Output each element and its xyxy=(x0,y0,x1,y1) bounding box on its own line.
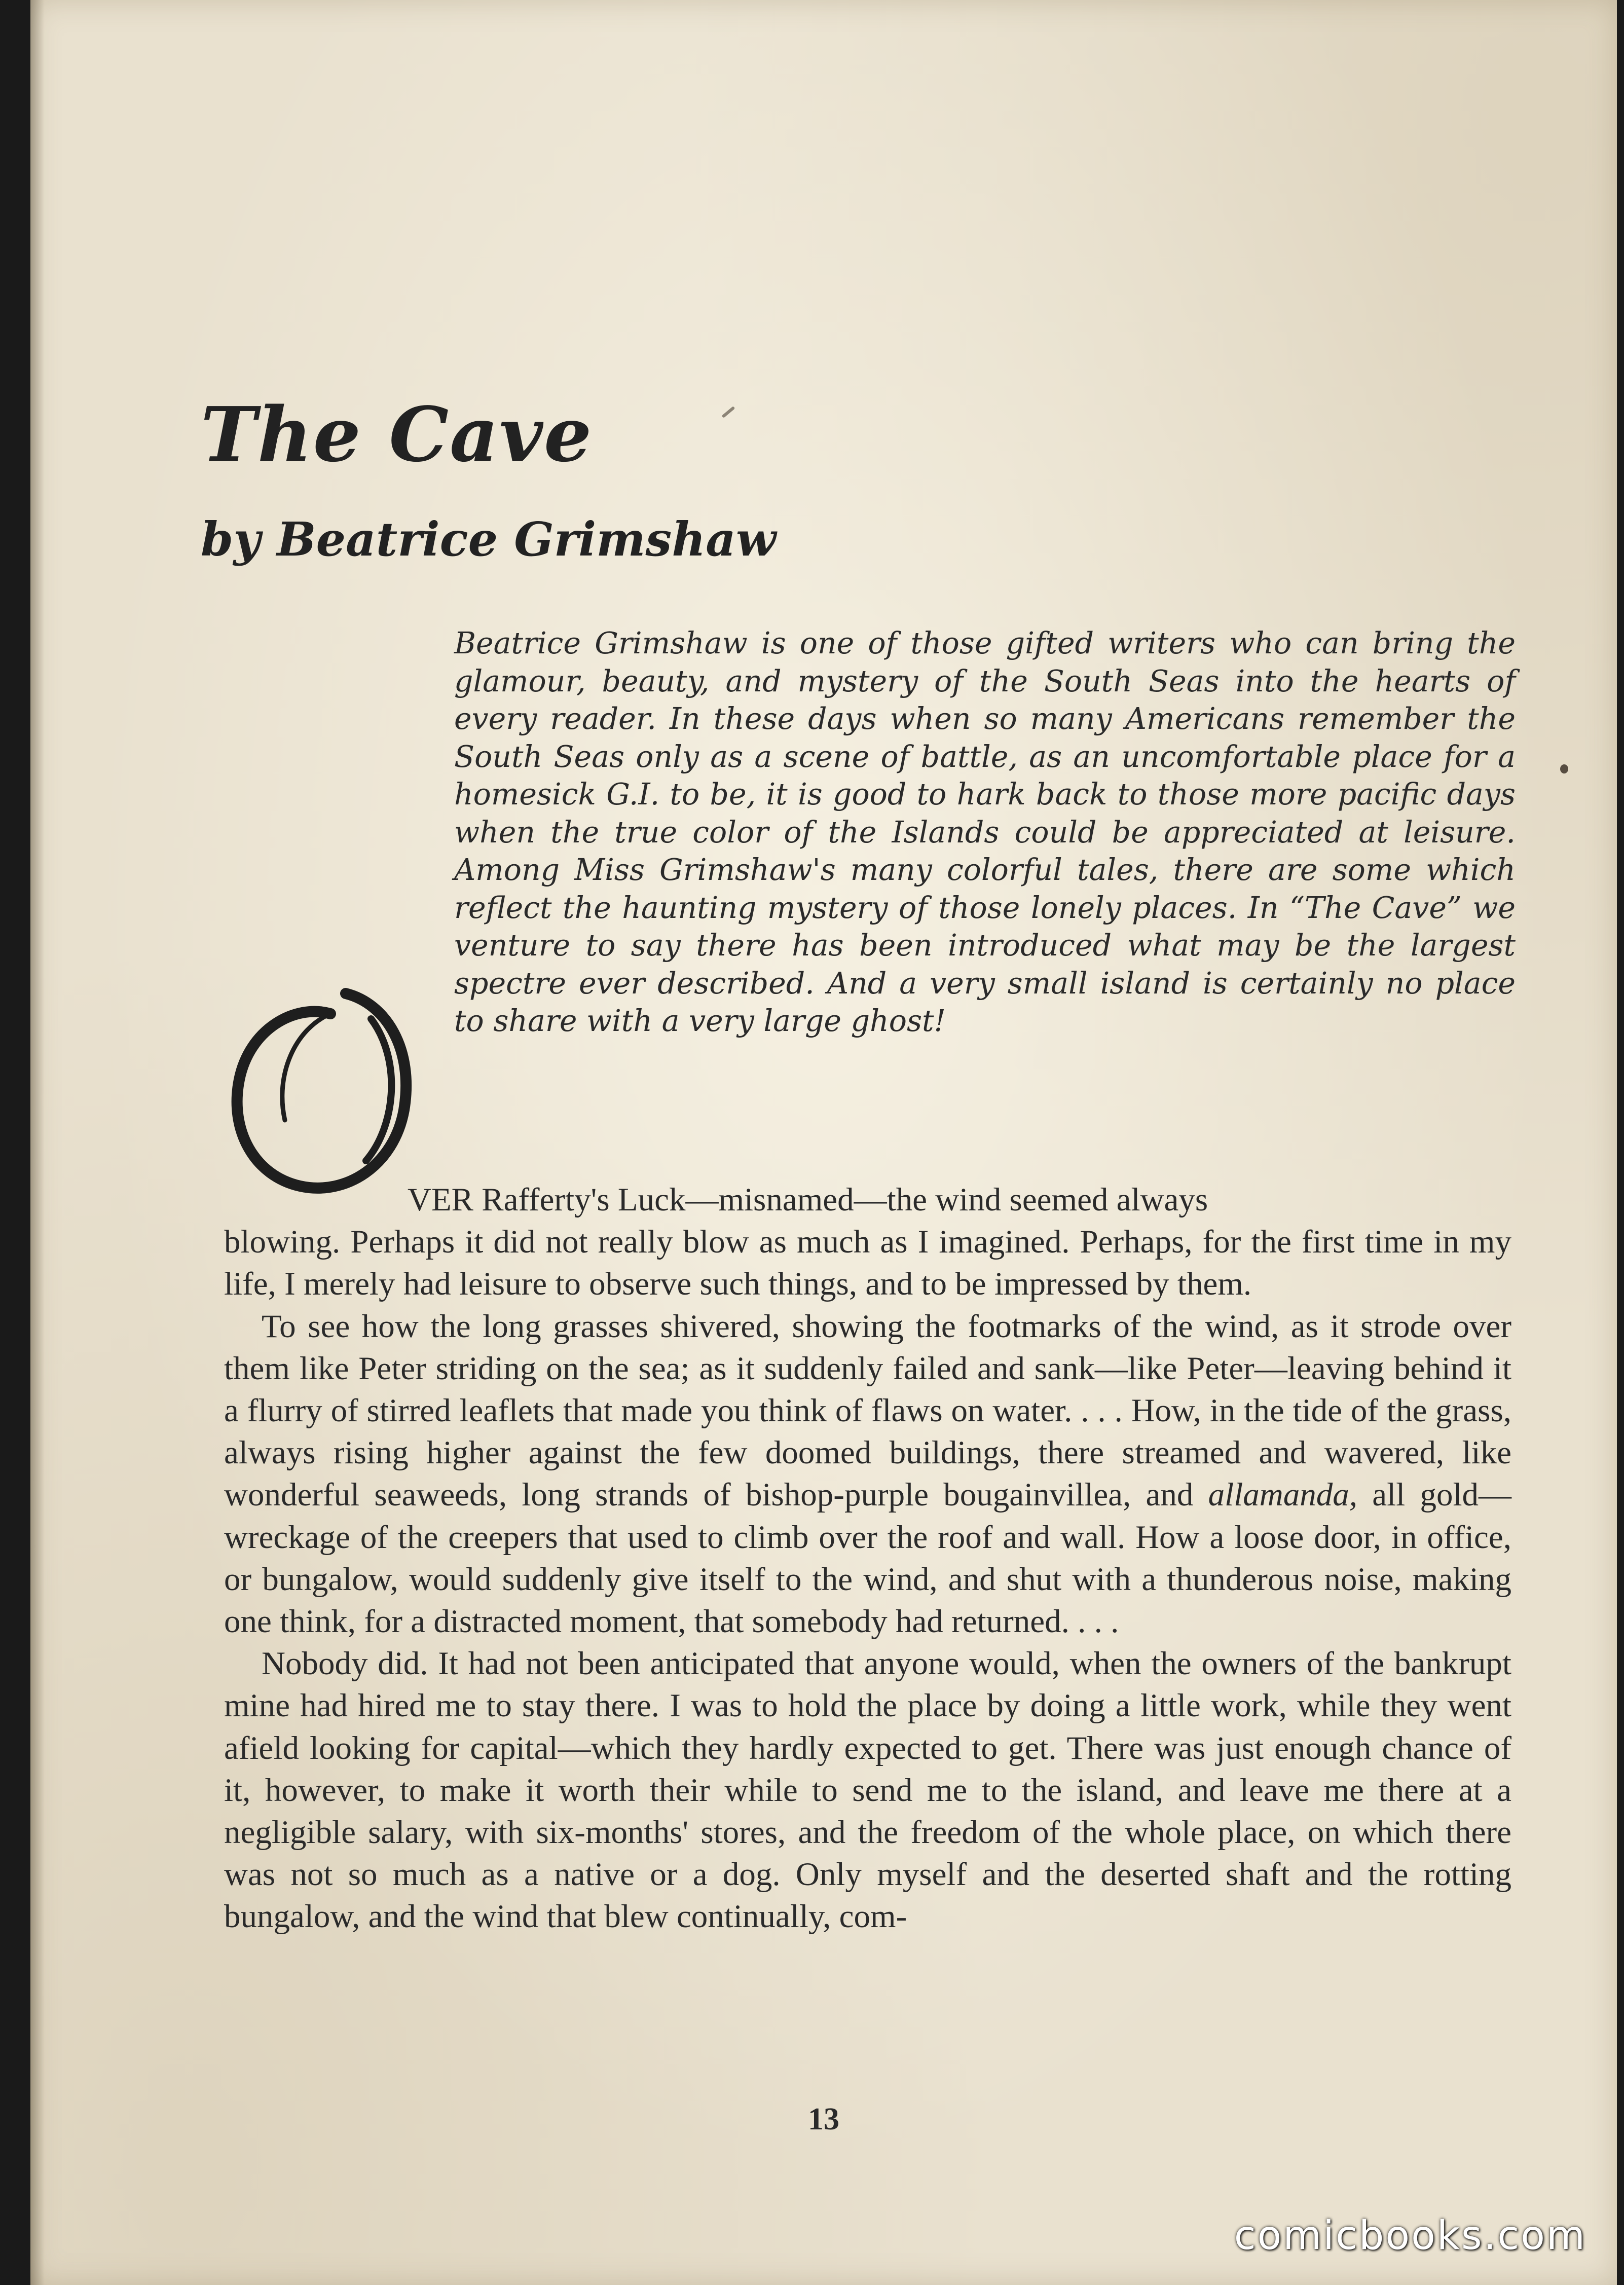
ink-speck xyxy=(1560,764,1568,773)
paragraph-2-text-b: all gold—wreckage of the creepers that used to climb over the roof and wall. How a loose door, in office, or bungalow, would suddenly give itself to the wind, and shut with a thunderous noise, making one think, for a distracted moment, that somebody had returned. . . . xyxy=(224,1477,1512,1640)
paragraph-1-lead: VER Rafferty's Luck—misnamed—the wind seemed always xyxy=(408,1182,1208,1218)
watermark: comicbooks.com xyxy=(1234,2213,1586,2259)
paragraph-2-text-a: To see how the long grasses shivered, showing the footmarks of the wind, as it strode over them like Peter striding on the sea; as it suddenly failed and sank—like Peter—leaving behind it a flurry of stirred leaflets that made you think of flaws on water. . . . How, in the tide of the grass, always rising higher against the few doomed buildings, there streamed and wavered, like wonderful seaweeds, long strands of bishop-purple bougainvillea, and xyxy=(224,1308,1511,1514)
story-introduction: Beatrice Grimshaw is one of those gifted writers who can bring the glamour, beauty, and mystery of the South Seas into the hearts of every reader. In these days when so many Americans remember the South Seas only as a scene of battle, as an uncomfortable place for a homesick G.I. to be, it is good to hark back to those more pacific days when the true color of the Islands could be appreciated at leisure. Among Miss Grimshaw's many colorful tales, there are some which reflect the haunting mystery of those lonely places. In “The Cave” we venture to say there has been introduced what may be the largest spectre ever described. And a very small island is certainly no place to share with a very large ghost! xyxy=(454,626,1516,1038)
story-title: The Cave xyxy=(201,390,593,478)
drop-cap-o xyxy=(219,973,422,1206)
binding-shadow xyxy=(30,0,45,2285)
story-body xyxy=(224,1179,1511,1938)
paragraph-1-rest: blowing. Perhaps it did not really blow as much as I imagined. Perhaps, for the first time in my life, I merely had leisure to observe such things, and to be impressed by them. xyxy=(224,1224,1511,1303)
page-number: 13 xyxy=(808,2102,839,2136)
paragraph-1 xyxy=(224,1179,1511,1306)
story-byline: by Beatrice Grimshaw xyxy=(201,512,777,567)
magazine-page xyxy=(30,0,1617,2285)
ink-speck xyxy=(722,406,735,418)
paragraph-3: Nobody did. It had not been anticipated that anyone would, when the owners of the bankrupt mine had hired me to stay there. I was to hold the place by doing a little work, while they went afield looking for capital—which they hardly expected to get. There was just enough chance of it, however, to make it worth their while to send me to the island, and leave me there at a negligible salary, with six-months' stores, and the freedom of the whole place, on which there was not so much as a native or a dog. Only myself and the deserted shaft and the rotting bungalow, and the wind that blew continually, com- xyxy=(224,1645,1511,1935)
paragraph-2-italic: allamanda, xyxy=(1208,1477,1357,1514)
paragraph-2 xyxy=(224,1306,1511,1643)
